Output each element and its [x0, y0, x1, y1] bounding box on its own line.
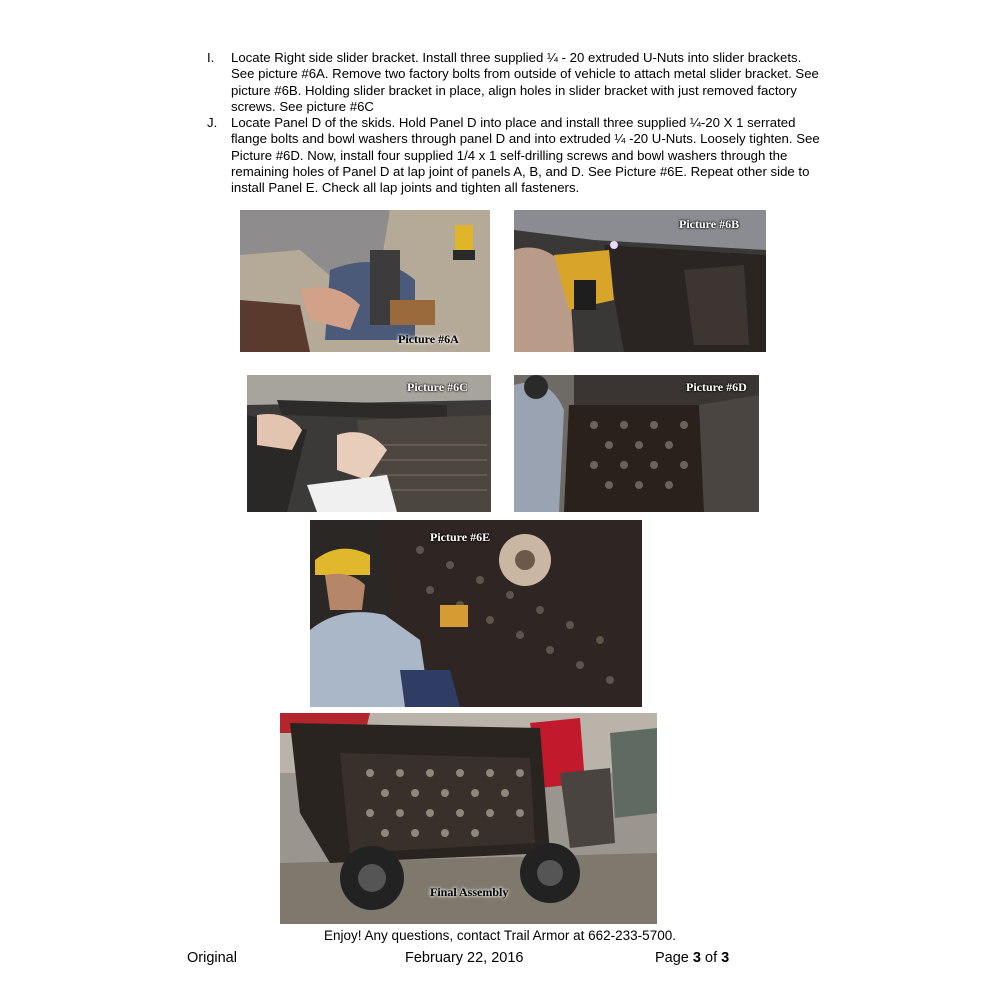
photo-6c-scene: [247, 375, 491, 512]
step-i: [207, 50, 827, 115]
instructions: [207, 50, 827, 197]
photo-6a-caption: Picture #6A: [398, 332, 459, 346]
footer-version: Original: [187, 950, 237, 966]
footer-date: February 22, 2016: [405, 950, 524, 966]
footer-page-total: 3: [721, 950, 730, 966]
photo-6d-caption: Picture #6D: [686, 380, 747, 394]
photo-final-assembly: [280, 713, 657, 924]
photo-6a: [240, 210, 490, 352]
photo-6e-scene: [310, 520, 642, 707]
footer-page-prefix: Page: [655, 950, 693, 966]
photo-6d-scene: [514, 375, 759, 512]
photo-6c-caption: Picture #6C: [407, 380, 468, 394]
photo-6b: [514, 210, 766, 352]
step-letter: I.: [207, 50, 215, 65]
photo-6e: [310, 520, 642, 707]
photo-6d: [514, 375, 759, 512]
photo-6c: [247, 375, 491, 512]
step-letter: J.: [207, 115, 218, 131]
footer-page: [655, 950, 729, 966]
photo-6b-caption: Picture #6B: [679, 217, 740, 231]
photo-final-assembly-caption: Final Assembly: [430, 885, 509, 899]
photo-6a-scene: [240, 210, 490, 352]
step-j: [207, 115, 827, 196]
step-text: Locate Right side slider bracket. Install three supplied ¼ - 20 extruded U-Nuts into slider brackets. See picture #6A. Remove two factory bolts from outside of vehicle to attach metal slider bracket. See picture #6B. Holding slider bracket in place, align holes in slider bracket with just removed factory screws. See picture #6C: [231, 50, 819, 114]
footer-page-of: of: [700, 950, 722, 966]
photo-6e-caption: Picture #6E: [430, 530, 491, 544]
step-text: Locate Panel D of the skids. Hold Panel D into place and install three supplied ¼-20 X 1 serrated flange bolts and bowl washers through panel D and into extruded ¼ -20 U-Nuts. Loosely tighten. See Picture #6D. Now, install four supplied 1/4 x 1 self-drilling screws and bowl washers through the remaining holes of Panel D at lap joint of panels A, B, and D. See Picture #6E. Repeat other side to install Panel E. Check all lap joints and tighten all fasteners.: [231, 115, 820, 196]
contact-line: Enjoy! Any questions, contact Trail Armor at 662-233-5700.: [324, 928, 676, 943]
footer-page-number: 3: [692, 950, 701, 966]
